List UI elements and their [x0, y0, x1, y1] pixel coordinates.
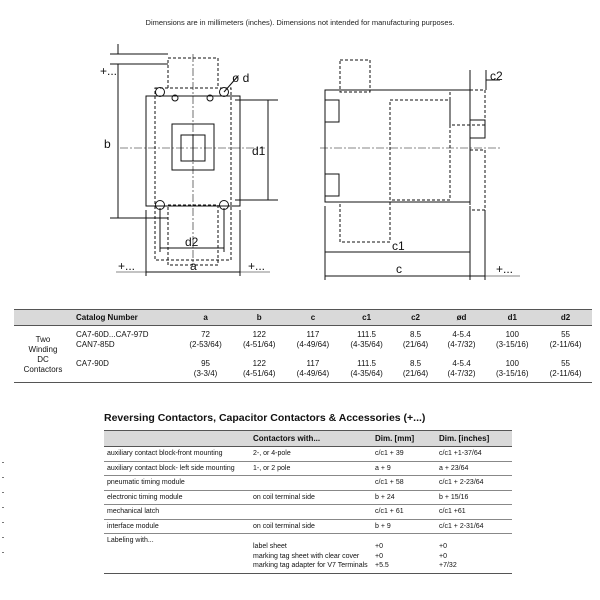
cell-c: 117 (4-49/64) [286, 353, 340, 383]
cell-b: 122 (4-51/64) [232, 353, 286, 383]
cell-d2: 55 (2-11/64) [549, 330, 582, 349]
side-view-body [325, 90, 470, 202]
table-row [14, 326, 592, 354]
cell-d2: 55 (2-11/64) [539, 353, 592, 383]
label-plus-top: +... [100, 64, 118, 78]
mount-hole-tl [156, 88, 165, 97]
dimension-drawing [0, 40, 600, 290]
disclaimer-note: Dimensions are in millimeters (inches). Dimensions not intended for manufacturing purposes. [145, 18, 455, 27]
cell-c2: 8.5 (21/64) [402, 330, 429, 349]
col-od: ød [438, 310, 486, 326]
col-c2: c2 [393, 310, 437, 326]
table-row [14, 353, 592, 383]
table-row: pneumatic timing module c/c1 + 58 c/c1 + 2-23/64 [104, 476, 512, 491]
col-d2: d2 [539, 310, 592, 326]
table-row: mechanical latch c/c1 + 61 c/c1 +61 [104, 505, 512, 520]
acc-col-inches: Dim. [inches] [436, 431, 512, 447]
catalog-cell: CA7-90D [72, 353, 179, 383]
cell-d1: 100 (3-15/16) [485, 353, 539, 383]
cell-b: 122 (4-51/64) [243, 330, 276, 349]
group-label: Two Winding DC Contactors [14, 326, 72, 383]
label-a: a [190, 259, 197, 273]
cell-c: 117 (4-49/64) [296, 330, 330, 349]
catalog-cell: CA7-60D...CA7-97D CAN7-85D [76, 330, 149, 349]
dimensions-table [14, 309, 592, 383]
label-phi-d: ø d [232, 71, 250, 85]
table-row-labeling: Labeling with... label sheet marking tag sheet with clear cover marking tag adapter for V7 Terminals +0 +0 +5.5 +0 +0 +7/32 [104, 534, 512, 574]
col-b: b [232, 310, 286, 326]
side-view-top-module [340, 60, 370, 92]
col-a: a [179, 310, 233, 326]
accessories-title: Reversing Contactors, Capacitor Contactors & Accessories (+...) [104, 412, 426, 424]
label-d1: d1 [252, 144, 266, 158]
cell-c1: 111.5 (4-35/64) [350, 330, 383, 349]
label-d2: d2 [185, 235, 199, 249]
col-c: c [286, 310, 340, 326]
acc-col-mm: Dim. [mm] [372, 431, 436, 447]
label-plus-left: +... [118, 259, 136, 273]
col-c1: c1 [340, 310, 394, 326]
col-d1: d1 [485, 310, 539, 326]
table-row: interface module on coil terminal side b + 9 c/c1 + 2-31/64 [104, 519, 512, 534]
cell-c1: 111.5 (4-35/64) [340, 353, 394, 383]
cell-a: 72 (2-53/64) [189, 330, 222, 349]
cell-c2: 8.5 (21/64) [393, 353, 437, 383]
label-plus-right: +... [248, 259, 266, 273]
label-b: b [104, 137, 111, 151]
table-row: electronic timing module on coil terminal side b + 24 b + 15/16 [104, 490, 512, 505]
col-catalog: Catalog Number [72, 310, 179, 326]
label-c1: c1 [392, 239, 405, 253]
table-row: auxiliary contact block- left side mounting 1-, or 2 pole a + 9 a + 23/64 [104, 461, 512, 476]
cell-od: 4-5.4 (4-7/32) [447, 330, 476, 349]
cell-od: 4-5.4 (4-7/32) [438, 353, 486, 383]
label-c: c [396, 262, 402, 276]
label-plus-side: +... [496, 262, 514, 276]
acc-col-contactors: Contactors with... [250, 431, 372, 447]
table-row: auxiliary contact block-front mounting 2-, or 4-pole c/c1 + 39 c/c1 +1-37/64 [104, 447, 512, 462]
margin-ticks [2, 462, 6, 567]
cell-d1: 100 (3-15/16) [496, 330, 529, 349]
label-c2: c2 [490, 69, 503, 83]
cell-a: 95 (3-3/4) [179, 353, 233, 383]
accessories-table [104, 430, 512, 574]
